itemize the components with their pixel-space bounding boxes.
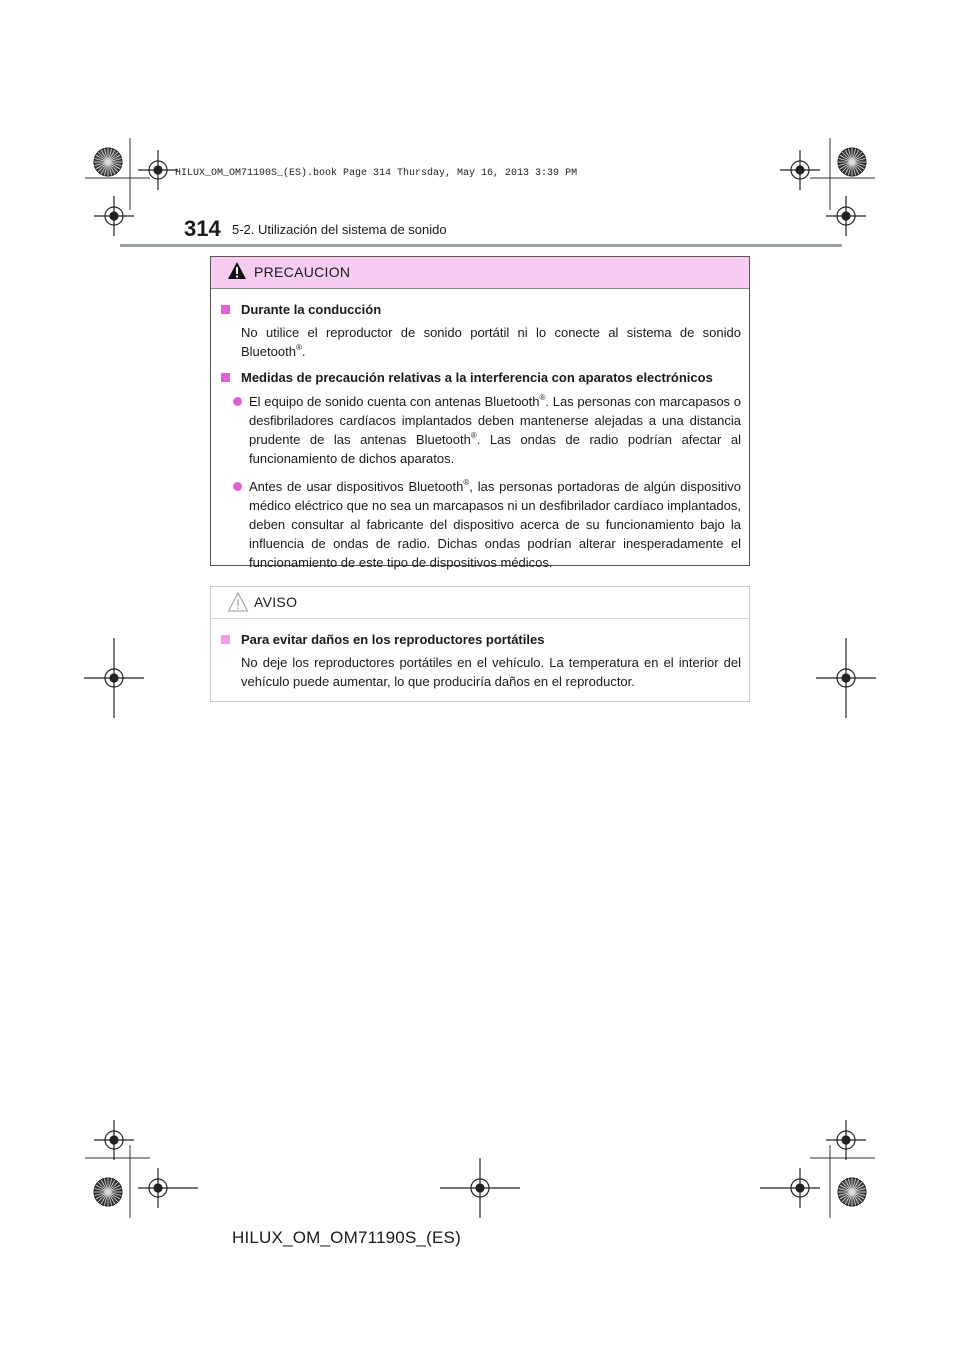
precaution-item-title: [219, 368, 741, 387]
precaution-box: [210, 256, 750, 570]
precaution-bullet: [219, 477, 741, 572]
item-title-text: Medidas de precaución relativas a la interferencia con aparatos electrónicos: [241, 370, 713, 385]
text-segment: No utilice el reproductor de sonido portátil ni lo conecte al sistema de sonido Bluetooth: [241, 325, 741, 359]
registered-mark: ®: [463, 477, 470, 487]
aviso-box: [210, 586, 750, 702]
book-stamp: HILUX_OM_OM71190S_(ES).book Page 314 Thursday, May 16, 2013 3:39 PM: [175, 168, 578, 179]
text-segment: El equipo de sonido cuenta con antenas Bluetooth: [249, 394, 540, 409]
item-title-text: Durante la conducción: [241, 302, 382, 317]
footer-model-code: HILUX_OM_OM71190S_(ES): [232, 1228, 461, 1247]
square-bullet-icon: [221, 373, 230, 382]
circle-bullet-icon: [233, 397, 242, 406]
registered-mark: ®: [539, 392, 546, 402]
precaution-body: [211, 300, 749, 572]
aviso-body: [211, 630, 749, 691]
precaution-header: [211, 257, 749, 289]
precaution-item-text: [219, 323, 741, 361]
precaution-item-title: [219, 300, 741, 319]
page-number: 314: [184, 216, 221, 241]
warning-triangle-icon: [227, 261, 247, 281]
text-segment: Antes de usar dispositivos Bluetooth: [249, 479, 464, 494]
aviso-item-title: [219, 630, 741, 649]
item-title-text: Para evitar daños en los reproductores portátiles: [241, 632, 545, 647]
section-title: 5-2. Utilización del sistema de sonido: [232, 222, 447, 237]
circle-bullet-icon: [233, 482, 242, 491]
aviso-item-text: No deje los reproductores portátiles en el vehículo. La temperatura en el interior del vehículo puede aumentar, lo que produciría daños en el reproductor.: [241, 655, 741, 689]
registered-mark: ®: [295, 342, 302, 352]
registered-mark: ®: [470, 430, 477, 440]
aviso-header: [211, 587, 749, 619]
precaution-bullet: [219, 392, 741, 468]
square-bullet-icon: [221, 635, 230, 644]
precaution-label: PRECAUCION: [254, 264, 351, 280]
text-segment: . Las personas con marcapasos o desfibriladores cardíacos implantados deben mantenerse alejadas a una distancia prudente de las antenas Bluetooth: [249, 394, 741, 447]
square-bullet-icon: [221, 305, 230, 314]
caution-triangle-outline-icon: [227, 591, 249, 613]
header-rule: [120, 244, 842, 247]
text-segment: .: [301, 344, 306, 359]
text-segment: , las personas portadoras de algún dispositivo médico eléctrico que no sea un marcapasos ni un desfibrilador cardíaco implantados, deben consultar al fabricante del dispositivo acerca de su funcionamiento bajo la influencia de ondas de radio. Dichas ondas podrían alterar inesperadamente el funcionamiento de este tipo de dispositivos médicos.: [249, 479, 741, 570]
text-segment: . Las ondas de radio podrían afectar al funcionamiento de dichos aparatos.: [249, 432, 741, 466]
aviso-label: AVISO: [254, 594, 298, 610]
